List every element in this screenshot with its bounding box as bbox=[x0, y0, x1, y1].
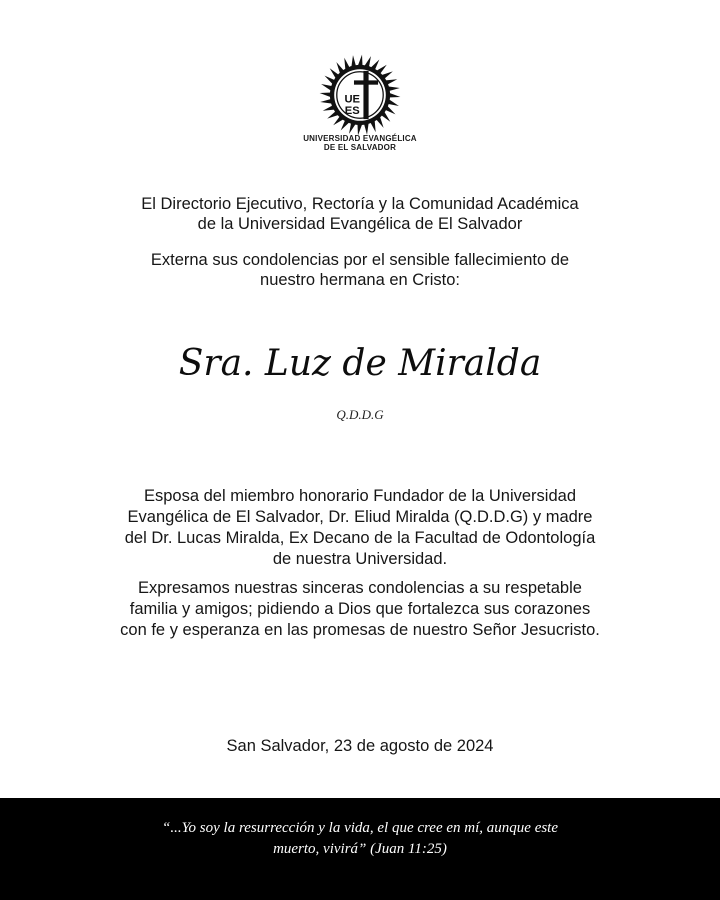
footer-band bbox=[0, 798, 720, 900]
university-logo bbox=[0, 52, 720, 152]
verse-line: “...Yo soy la resurrección y la vida, el que cree en mí, aunque este bbox=[161, 820, 559, 836]
qddg-abbreviation: Q.D.D.G bbox=[336, 407, 384, 422]
bio-line: Evangélica de El Salvador, Dr. Eliud Miralda (Q.D.D.G) y madre bbox=[127, 508, 593, 526]
message-line: con fe y esperanza en las promesas de nuestro Señor Jesucristo. bbox=[120, 621, 600, 639]
condolence-paragraph bbox=[80, 250, 640, 290]
university-logo-caption bbox=[0, 134, 720, 152]
message-paragraph bbox=[80, 578, 640, 641]
cross-seal-icon bbox=[317, 52, 403, 138]
bio-line: Esposa del miembro honorario Fundador de la Universidad bbox=[144, 487, 576, 505]
deceased-name: Sra. Luz de Miralda bbox=[178, 343, 542, 384]
logo-caption-line2: DE EL SALVADOR bbox=[323, 143, 397, 152]
verse-line: muerto, vivirá” (Juan 11:25) bbox=[273, 841, 447, 857]
condolence-line: nuestro hermana en Cristo: bbox=[260, 271, 460, 289]
intro-line: de la Universidad Evangélica de El Salvador bbox=[197, 215, 523, 233]
dateline: San Salvador, 23 de agosto de 2024 bbox=[226, 737, 494, 755]
logo-caption-line1: UNIVERSIDAD EVANGÉLICA bbox=[303, 134, 417, 143]
bio-paragraph bbox=[80, 486, 640, 570]
seal-letters-top: UE bbox=[344, 93, 361, 106]
condolence-line: Externa sus condolencias por el sensible fallecimiento de bbox=[150, 251, 570, 269]
intro-line: El Directorio Ejecutivo, Rectoría y la Comunidad Académica bbox=[141, 195, 579, 213]
bible-verse bbox=[150, 818, 570, 860]
intro-paragraph bbox=[80, 194, 640, 234]
message-line: Expresamos nuestras sinceras condolencias a su respetable bbox=[138, 579, 582, 597]
seal-letters-bottom: ES bbox=[344, 104, 360, 117]
bio-line: de nuestra Universidad. bbox=[272, 550, 448, 568]
bio-line: del Dr. Lucas Miralda, Ex Decano de la Facultad de Odontología bbox=[124, 529, 596, 547]
message-line: familia y amigos; pidiendo a Dios que fortalezca sus corazones bbox=[129, 600, 591, 618]
